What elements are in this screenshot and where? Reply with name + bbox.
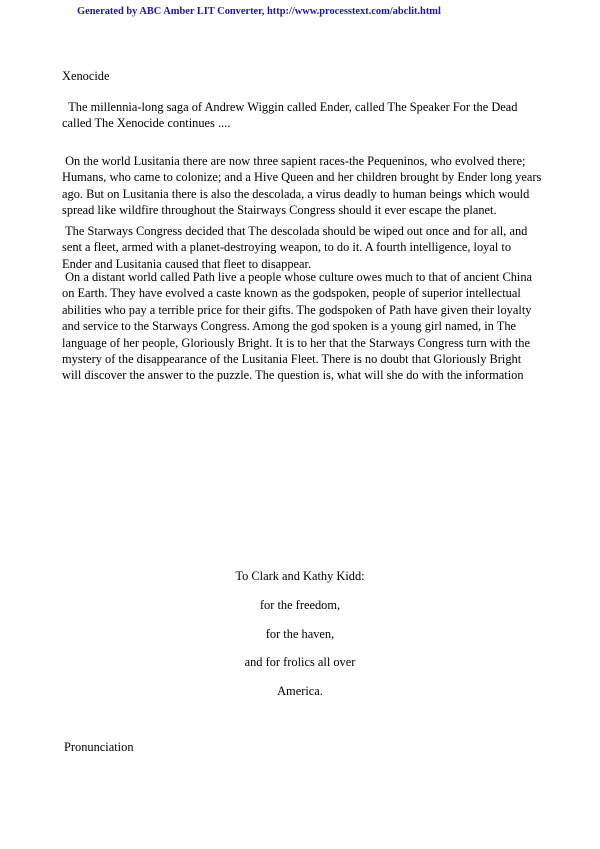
synopsis-paragraph-3: The Starways Congress decided that The descolada should be wiped out once and for all, and sent a fleet, armed with a planet-destroying weapon, to do it. A fourth intelligence, loyal to Ender and Lusitania caused that fleet to disappear. [62, 224, 531, 271]
dedication-line-5: America. [277, 684, 323, 698]
dedication-line-2: for the freedom, [259, 598, 341, 612]
section-heading-pronunciation: Pronunciation [64, 740, 134, 754]
converter-header-link[interactable]: Generated by ABC Amber LIT Converter, http://www.processtext.com/abclit.html [77, 6, 441, 17]
synopsis-paragraph-2: On the world Lusitania there are now three sapient races-the Pequeninos, who evolved there; Humans, who came to colonize; and a Hive Queen and her children brought by Ender long years ago. But on Lusitania there is also the descolada, a virus deadly to human beings which would spread like wildfire throughout the Stairways Congress should it ever escape the planet. [62, 154, 545, 218]
book-title: Xenocide [62, 69, 110, 83]
dedication-line-1: To Clark and Kathy Kidd: [235, 569, 365, 583]
synopsis-paragraph-4: On a distant world called Path live a people whose culture owes much to that of ancient China on Earth. They have evolved a caste known as the godspoken, people of superior intellectual abilities who pay a terrible price for their gifts. The godspoken of Path have given their loyalty and service to the Starways Congress. Among the god spoken is a young girl named, in The language of her people, Gloriously Bright. It is to her that the Starways Congress turn with the mystery of the disappearance of the Lusitania Fleet. There is no doubt that Gloriously Bright will discover the answer to the puzzle. The question is, what will she do with the information [62, 270, 536, 383]
synopsis-paragraph-1: The millennia-long saga of Andrew Wiggin called Ender, called The Speaker For the Dead called The Xenocide continues .... [62, 100, 521, 131]
dedication-line-3: for the haven, [265, 627, 335, 641]
dedication-line-4: and for frolics all over [244, 655, 356, 669]
